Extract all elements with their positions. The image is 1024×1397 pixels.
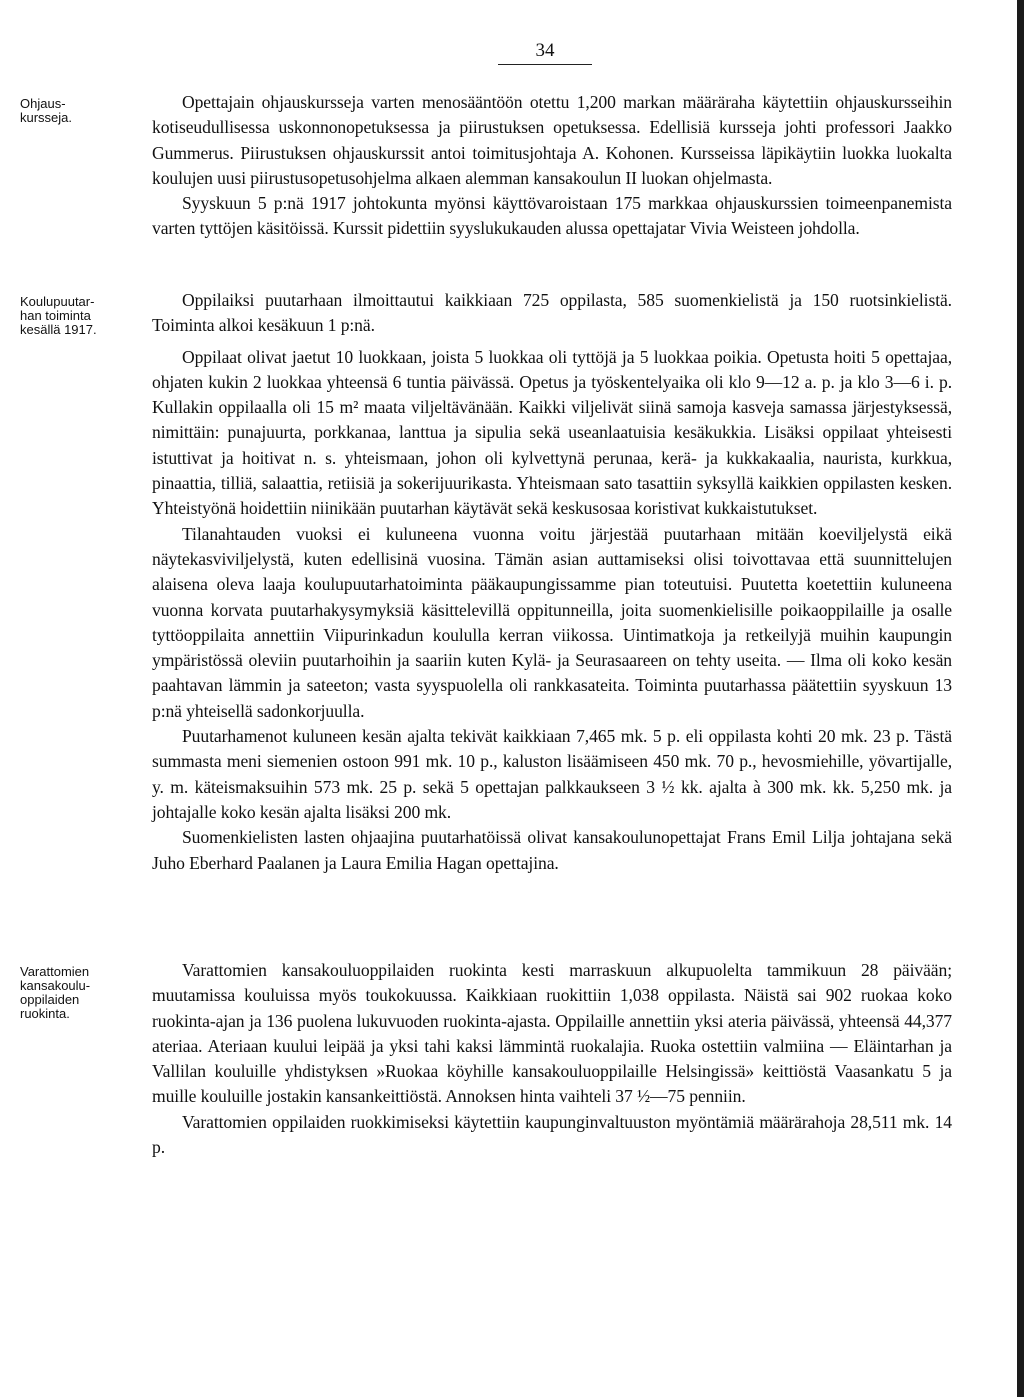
margin-note-line: han toiminta — [20, 308, 91, 323]
margin-note-line: kansakoulu- — [20, 978, 91, 993]
margin-note-ohjauskurssit — [20, 97, 150, 125]
margin-note-line: Ohjaus- — [20, 96, 66, 111]
paragraph: Suomenkielisten lasten ohjaajina puutarhatöissä olivat kansakoulunopettajat Frans Emil Lilja johtajana sekä Juho Eberhard Paalanen ja Laura Emilia Hagan opettajina. — [152, 827, 952, 873]
margin-note-line: Varattomien — [20, 964, 90, 979]
paragraph: Syyskuun 5 p:nä 1917 johtokunta myönsi käyttövaroistaan 175 markkaa ohjauskurssien toimeenpanemista varten tyttöjen käsitöissä. Kurssit pidettiin syyslukukauden alussa opettajatar Vivia Weisteen johdolla. — [152, 193, 952, 239]
paragraph: Varattomien kansakouluoppilaiden ruokinta kesti marraskuun alkupuolelta tammikuun 28 päivään; muutamissa kouluissa myös toukokuussa. Kaikkiaan ruokittiin 1,038 oppilasta. Näistä sai 902 ruokaa koko ruokinta-ajan ja 136 puolena lukuvuoden ruokinta-ajasta. Oppilaille annettiin yksi ateria päivässä, yhteensä 44,377 ateriaa. Ateriaan kuului leipää ja yksi tahi kaksi lämmintä ruokalajia. Ruoka ostettiin valmiina — Eläintarhan ja Vallilan kouluille yhdistyksen »Ruokaa köyhille kansakouluoppilaille Helsingissä» keittiöstä Vaasankatu 5 ja muille kouluille jostakin kansankeittiöstä. Annoksen hinta vaihteli 37 ½—75 penniin. — [152, 960, 952, 1107]
margin-note-line: Koulupuutar- — [20, 294, 95, 309]
margin-note-line: kursseja. — [20, 110, 73, 125]
paragraph: Oppilaat olivat jaetut 10 luokkaan, joista 5 luokkaa oli tyttöjä ja 5 luokkaa poikia. Opetusta hoiti 5 opettajaa, ohjaten kukin 2 luokkaa yhteensä 6 tuntia päivässä. Opetus ja työskentelyaika oli klo 9—12 a. p. ja klo 3—6 i. p. Kullakin oppilaalla oli 15 m² maata viljeltävänään. Kaikki viljelivät siinä samoja kasveja samassa järjestyksessä, nimittäin: punajuurta, porkkanaa, lanttua ja sipulia sekä useanlaatuisia kesäkukkia. Lisäksi oppilaat yhteisesti istuttivat ja hoitivat n. s. yhteismaan, johon oli kylvettynä perunaa, kerä- ja kukkakaalia, nauristа, kurkkua, pinaattia, tilliä, salaattia, retiisiä ja sokerijuurikasta. Yhteismaan sato tasattiin syksyllä kaikkien oppilasten kesken. Yhteistyönä hoidettiin niinikään puutarhan käytävät sekä keskusosaa koristivat kukkaistutukset. — [152, 346, 952, 519]
paragraph: Opettajain ohjauskursseja varten menosääntöön otettu 1,200 markan määräraha käytettiin ohjauskursseihin kotiseudullisessa uskonnonopetuksessa ja piirustuksen opetuksessa. Edellisiä kursseja johti professori Jaakko Gummerus. Piirustuksen ohjauskurssit antoi toimitusjohtaja A. Kohonen. Kursseissa läpikäytiin luokka luokalta koulujen uusi piirustusopetusohjelma alkaen alemman kansakoulun II luokan ohjelmasta. — [152, 92, 952, 188]
margin-note-ruokinta — [20, 965, 150, 1021]
margin-note-line: oppilaiden — [20, 992, 80, 1007]
page-number-rule — [498, 64, 592, 65]
section-koulupuutarha — [152, 288, 952, 876]
margin-note-koulupuutarha — [20, 295, 150, 337]
paragraph: Varattomien oppilaiden ruokkimiseksi käytettiin kaupunginvaltuuston myöntämiä määrärahoja 28,511 mk. 14 p. — [152, 1111, 952, 1158]
margin-note-line: ruokinta. — [20, 1006, 70, 1021]
section-ohjauskurssit — [152, 90, 952, 242]
paragraph: Oppilaiksi puutarhaan ilmoittautui kaikkiaan 725 oppilasta, 585 suomenkielistä ja 150 ruotsinkielistä. Toiminta alkoi kesäkuun 1 p:nä. — [152, 290, 952, 336]
margin-note-line: kesällä 1917. — [20, 322, 97, 337]
section-ruokinta — [152, 958, 952, 1160]
paragraph: Tilanahtauden vuoksi ei kuluneena vuonna voitu järjestää puutarhaan mitään koeviljelystä eikä näytekasviviljelystä, kuten edellisinä vuosina. Tämän asian auttamiseksi olisi toivottavaa että suunnittelujen alaisena oleva laaja koulupuutarhatoiminta pääkaupungissamme pian toteutuisi. Puutetta koetettiin kuluneena vuonna korvata puutarhakysymyksiä käsittelevillä oppitunneilla, joita suomenkielisille poikaoppilaille ja osalle tyttöoppilaita annettiin Viipurinkadun koululla kerran viikossa. Uintimatkoja ja retkeilyjä muihin kaupungin ympäristössä oleviin puutarhoihin ja saariin kuten Kylä- ja Seurasaareen on tehty useita. — Ilma oli koko kesän paahtavan lämmin ja sateeton; vasta syyspuolella oli rankkasateita. Toiminta puutarhassa päätettiin syyskuun 13 p:nä yhteisellä sadonkorjuulla. — [152, 523, 952, 721]
scan-edge — [1017, 0, 1024, 1397]
paragraph: Puutarhamenot kuluneen kesän ajalta tekivät kaikkiaan 7,465 mk. 5 p. eli oppilasta kohti 20 mk. 23 p. Tästä summasta meni siemenien ostoon 991 mk. 10 p., kaluston lisäämiseen 450 mk. 70 p., hevosmiehille, yövartijalle, y. m. käteismaksuihin 573 mk. 25 p. sekä 5 opettajan palkkaukseen 3 ½ kk. ajalta à 300 mk. kk. 5,250 mk. ja johtajalle koko kesän ajalta lisäksi 200 mk. — [152, 726, 952, 822]
page-number: 34 — [535, 40, 555, 61]
